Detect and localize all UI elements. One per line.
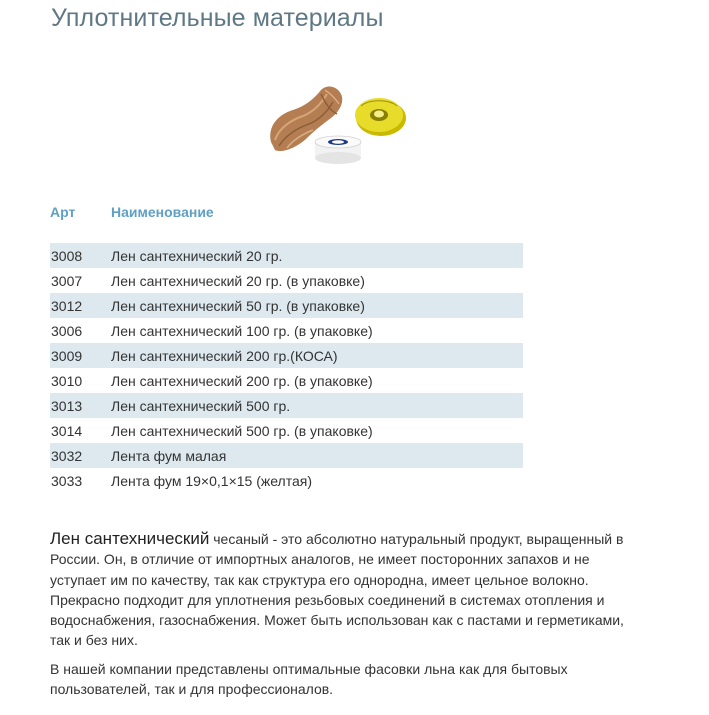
- description: [50, 529, 640, 707]
- cell-art: 3007: [51, 272, 83, 289]
- cell-art: 3033: [51, 472, 83, 489]
- cell-name: Лен сантехнический 50 гр. (в упаковке): [111, 297, 365, 314]
- cell-name: Лен сантехнический 20 гр. (в упаковке): [111, 272, 365, 289]
- cell-art: 3006: [51, 322, 83, 339]
- cell-art: 3008: [51, 247, 83, 264]
- cell-name: Лен сантехнический 100 гр. (в упаковке): [111, 322, 373, 339]
- table-row: [50, 393, 523, 418]
- table-body: [50, 243, 523, 493]
- product-image: [265, 84, 410, 166]
- table-row: [50, 293, 523, 318]
- table-row: [50, 443, 523, 468]
- table-row: [50, 418, 523, 443]
- white-tape-roll-picture: [315, 136, 361, 164]
- table-row: [50, 468, 523, 493]
- product-table: [50, 199, 523, 493]
- cell-name: Лен сантехнический 500 гр.: [111, 397, 291, 414]
- cell-name: Лен сантехнический 200 гр.(КОСА): [111, 347, 338, 364]
- description-lead: Лен сантехнический: [50, 529, 210, 548]
- cell-art: 3012: [51, 297, 83, 314]
- description-text: чесаный - это абсолютно натуральный продукт, выращенный в России. Он, в отличие от импортных аналогов, не имеет посторонних запахов и не уступает им по качеству, так как структура его однородна, имеет цельное волокно. Прекрасно подходит для уплотнения резьбовых соединений в системах отопления и водоснабжения, газоснабжения. Может быть использован как с пастами и герметиками, так и без них.: [50, 531, 624, 649]
- cell-name: Лента фум 19×0,1×15 (желтая): [111, 472, 313, 489]
- page-title: Уплотнительные материалы: [51, 4, 384, 32]
- cell-art: 3009: [51, 347, 83, 364]
- cell-art: 3032: [51, 447, 83, 464]
- cell-art: 3010: [51, 372, 83, 389]
- description-paragraph-1: [50, 529, 640, 651]
- cell-name: Лен сантехнический 20 гр.: [111, 247, 283, 264]
- cell-name: Лен сантехнический 200 гр. (в упаковке): [111, 372, 373, 389]
- description-paragraph-2: В нашей компании представлены оптимальные фасовки льна как для бытовых пользователей, так и для профессионалов.: [50, 660, 568, 698]
- cell-name: Лента фум малая: [111, 447, 227, 464]
- table-row: [50, 268, 523, 293]
- cell-art: 3014: [51, 422, 83, 439]
- table-row: [50, 318, 523, 343]
- yellow-tape-roll-picture: [355, 98, 406, 136]
- cell-art: 3013: [51, 397, 83, 414]
- table-row: [50, 368, 523, 393]
- table-row: [50, 343, 523, 368]
- table-header: [50, 199, 523, 225]
- column-header-art: Арт: [50, 204, 76, 220]
- column-header-name: Наименование: [111, 204, 214, 220]
- cell-name: Лен сантехнический 500 гр. (в упаковке): [111, 422, 373, 439]
- table-row: [50, 243, 523, 268]
